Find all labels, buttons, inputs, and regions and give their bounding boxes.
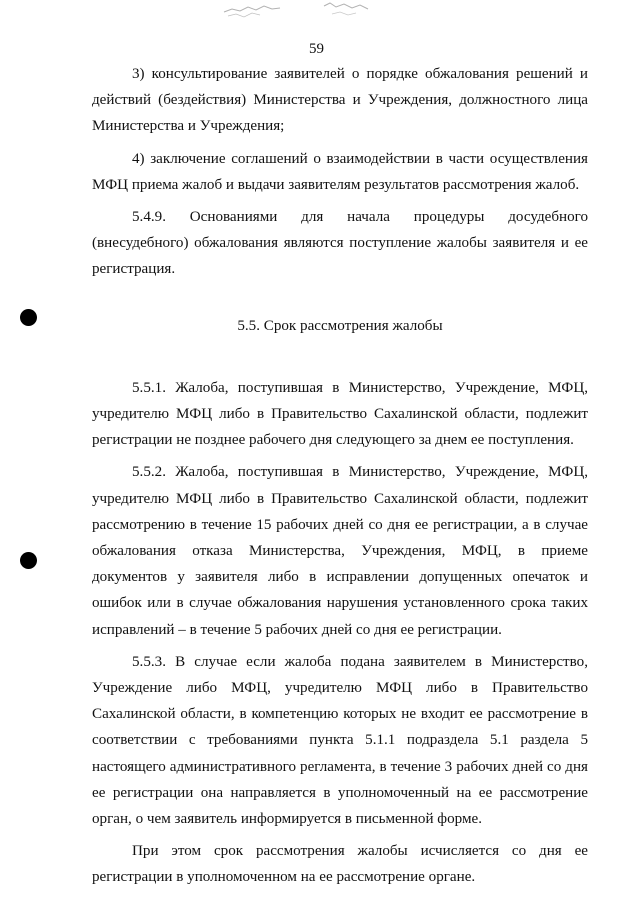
- paragraph-5-5-3: 5.5.3. В случае если жалоба подана заявителем в Министерство, Учреждение либо МФЦ, учредителю МФЦ либо в Правительство Сахалинской области, в компетенцию которых не входит ее рассмотрение в соответствии с требованиями пункта 5.1.1 подраздела 5.1 раздела 5 настоящего административного регламента, в течение 3 рабочих дней со дня ее регистрации она направляется в уполномоченный на ее рассмотрение орган, о чем заявитель информируется в письменной форме.: [92, 653, 588, 828]
- scan-artifact-right: [322, 0, 372, 22]
- paragraph-5-4-9: 5.4.9. Основаниями для начала процедуры досудебного (внесудебного) обжалования являются поступление жалобы заявителя и ее регистрация.: [92, 209, 588, 278]
- scan-artifact-left: [222, 0, 282, 22]
- paragraph-item-3: 3) консультирование заявителей о порядке обжалования решений и действий (бездействия) Министерства и Учреждения, должностного лица Министерства и Учреждения;: [92, 66, 588, 135]
- paragraph-5-5-1: 5.5.1. Жалоба, поступившая в Министерство, Учреждение, МФЦ, учредителю МФЦ либо в Правительство Сахалинской области, подлежит регистрации не позднее рабочего дня следующего за днем ее поступления.: [92, 379, 588, 449]
- paragraph-5-5-2: 5.5.2. Жалоба, поступившая в Министерство, Учреждение, МФЦ, учредителю МФЦ либо в Правительство Сахалинской области, подлежит рассмотрению в течение 15 рабочих дней со дня ее регистрации, а в случае обжалования отказа Министерства, Учреждения, МФЦ, в приеме документов у заявителя либо в исправлении допущенных опечаток и ошибок или в случае обжалования нарушения установленного срока таких исправлений – в течение 5 рабочих дней со дня ее регистрации.: [92, 464, 588, 638]
- page-number: 59: [309, 41, 324, 57]
- section-heading: 5.5. Срок рассмотрения жалобы: [237, 317, 443, 334]
- punch-hole-bottom: [20, 552, 37, 569]
- punch-hole-top: [20, 309, 37, 326]
- document-body: [92, 61, 588, 897]
- paragraph-item-4: 4) заключение соглашений о взаимодействии в части осуществления МФЦ приема жалоб и выдачи заявителям результатов рассмотрения жалоб.: [92, 150, 588, 193]
- paragraph-complaint-term: При этом срок рассмотрения жалобы исчисляется со дня ее регистрации в уполномоченном на ее рассмотрение органе.: [92, 843, 588, 886]
